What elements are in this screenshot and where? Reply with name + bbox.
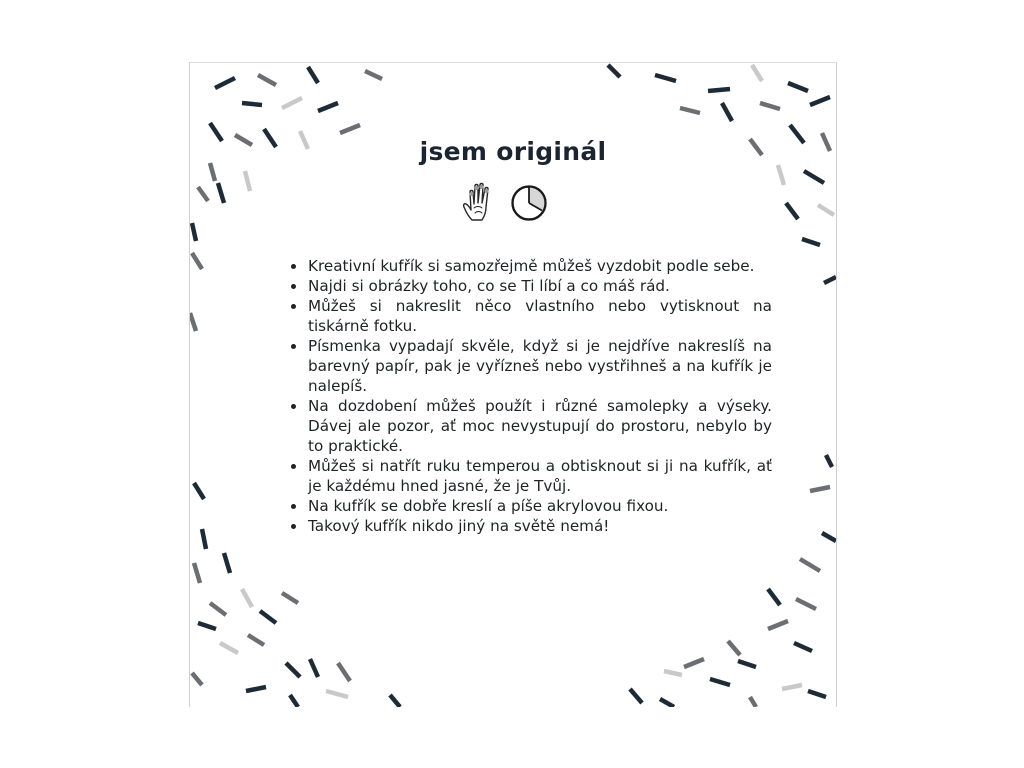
section-title: jsem originál xyxy=(419,137,607,166)
list-item: Kreativní kufřík si samozřejmě můžeš vyzdobit podle sebe. xyxy=(284,256,772,276)
hand-icon xyxy=(458,180,502,224)
clock-icon xyxy=(510,184,548,222)
list-item: Můžeš si nakreslit něco vlastního nebo vytisknout na tiskárně fotku. xyxy=(284,296,772,336)
list-item: Takový kufřík nikdo jiný na světě nemá! xyxy=(284,516,772,536)
list-item: Písmenka vypadají skvěle, když si je nejdříve nakreslíš na barevný papír, pak je vyřízneš nebo vystřihneš a na kufřík je nalepíš. xyxy=(284,336,772,396)
document-page xyxy=(189,62,837,707)
list-item: Můžeš si natřít ruku temperou a obtisknout si ji na kufřík, ať je každému hned jasné, že je Tvůj. xyxy=(284,456,772,496)
list-item: Na dozdobení můžeš použít i různé samolepky a výseky. Dávej ale pozor, ať moc nevystupují do prostoru, nebylo by to praktické. xyxy=(284,396,772,456)
list-item: Na kufřík se dobře kreslí a píše akrylovou fixou. xyxy=(284,496,772,516)
activity-icons xyxy=(458,180,550,224)
tips-list xyxy=(284,256,772,536)
list-item: Najdi si obrázky toho, co se Ti líbí a co máš rád. xyxy=(284,276,772,296)
